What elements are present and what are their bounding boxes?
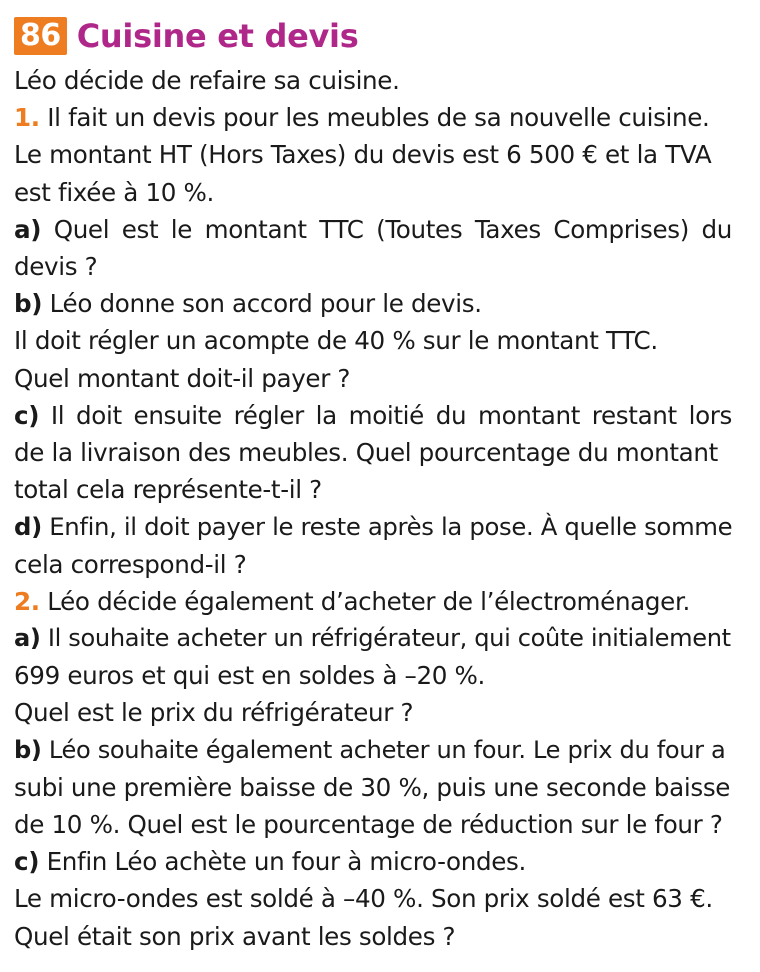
exercise-title: Cuisine et devis [76, 17, 359, 55]
part1b-text-2: Il doit régler un acompte de 40 % sur le montant TTC. [14, 326, 658, 356]
part2b-text-1: Léo souhaite également acheter un four. Le prix du four a [48, 735, 726, 764]
part2c-text-3: Quel était son prix avant les soldes ? [14, 921, 456, 951]
part2b-text-3: de 10 %. Quel est le pourcentage de réduction sur le four ? [14, 810, 723, 840]
part1c-line1 [14, 397, 732, 434]
part2b-label: b) [14, 735, 42, 764]
part2c-line1 [14, 843, 732, 880]
part1b-text-3: Quel montant doit-il payer ? [14, 363, 351, 393]
part2-line1 [14, 583, 732, 620]
part2a-label: a) [14, 624, 41, 653]
exercise-header [14, 14, 732, 58]
part2-number: 2. [14, 586, 40, 616]
part1c-text-3: total cela représente-t-il ? [14, 475, 322, 505]
part1d-label: d) [14, 512, 42, 542]
exercise-number-badge: 86 [14, 17, 67, 55]
part1c-text-2: de la livraison des meubles. Quel pourcentage du montant [14, 438, 718, 468]
part2b-text-2: subi une première baisse de 30 %, puis une seconde baisse [14, 772, 731, 802]
part2a-text-3: Quel est le prix du réfrigérateur ? [14, 698, 414, 728]
part2-text-1: Léo décide également d’acheter de l’électroménager. [47, 586, 690, 616]
part1c-label: c) [14, 400, 40, 430]
part2a-line1 [14, 620, 732, 657]
part1-line1 [14, 99, 732, 136]
part1c-text-1: Il doit ensuite régler la moitié du montant restant lors [50, 400, 732, 430]
part2c-text-2: Le micro-ondes est soldé à –40 %. Son prix soldé est 63 €. [14, 884, 713, 914]
part1b-line1 [14, 285, 732, 322]
part1d-text-1: Enfin, il doit payer le reste après la pose. À quelle somme [49, 512, 733, 542]
part1-text-2: Le montant HT (Hors Taxes) du devis est 6 500 € et la TVA [14, 140, 712, 170]
part1b-label: b) [14, 289, 43, 319]
part1a-label: a) [14, 214, 42, 244]
part1-number: 1. [14, 103, 40, 133]
part2c-label: c) [14, 847, 40, 877]
part1d-line1 [14, 508, 732, 545]
intro-text: Léo décide de refaire sa cuisine. [14, 66, 400, 95]
part2a-text-2: 699 euros et qui est en soldes à –20 %. [14, 661, 486, 691]
part2b-line1 [14, 732, 732, 769]
part1-text-3: est fixée à 10 %. [14, 177, 215, 207]
part1a-line1 [14, 211, 732, 248]
part1b-text-1: Léo donne son accord pour le devis. [49, 289, 482, 319]
part2a-text-1: Il souhaite acheter un réfrigérateur, qui coûte initialement [47, 624, 731, 653]
part1a-text-1: Quel est le montant TTC (Toutes Taxes Comprises) du [53, 214, 732, 244]
part1d-text-2: cela correspond-il ? [14, 549, 247, 579]
part1a-text-2: devis ? [14, 252, 98, 282]
part2c-text-1: Enfin Léo achète un four à micro-ondes. [46, 847, 526, 877]
part1-text-1: Il fait un devis pour les meubles de sa nouvelle cuisine. [47, 103, 710, 133]
